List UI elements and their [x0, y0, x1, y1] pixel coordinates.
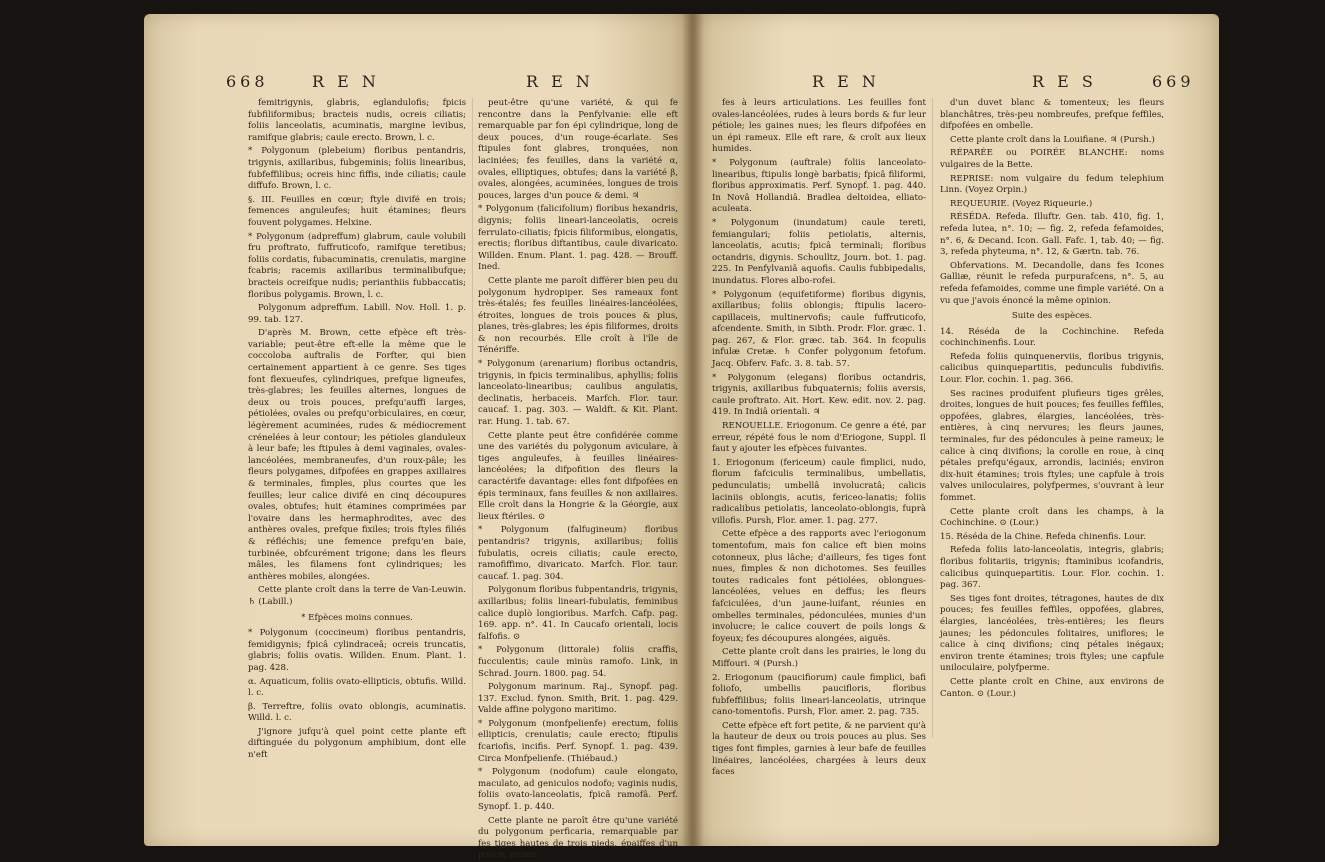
paragraph: Polygonum marinum. Raj., Synopf. pag. 137. Exclud. fynon. Smith, Brit. 1. pag. 429. Valde affine polygono maritimo. — [478, 682, 678, 716]
right-page-header — [712, 72, 1199, 92]
paragraph: RÉSÉDA. Refeda. Illuftr. Gen. tab. 410, fig. 1, refeda lutea, n°. 10; — fig. 2, refeda fefamoides, n°. 6, & Decand. Icon. Gall. Fafc. 1, tab. 40; — fig. 3, refeda phyteuma, n°. 12, & Gærtn. tab. 76. — [940, 212, 1164, 258]
paragraph: 2. Eriogonum (paucifiorum) caule fimplici, bafi foliofo, umbellis paucifloris, floribus fubfeffilibus; foliis lineari-lanceolatis, utrinque cano-tomentofis. Pursh, Flor. amer. 2. pag. 735. — [712, 672, 926, 718]
paragraph: * Polygonum (falicifolium) floribus hexandris, digynis; foliis lineari-lanceolatis, ocreis ferrulato-ciliatis; fpicis filiformibus, elongatis, erectis; floribus diftantibus, caule divaricato. Willden. Enum. Plant. 1. pag. 428. — Brouff. Ined. — [478, 204, 678, 273]
paragraph: RÉPARÉE ou POIRÉE BLANCHE: noms vulgaires de la Bette. — [940, 148, 1164, 170]
left-column-2 — [478, 98, 678, 861]
paragraph: Polygonum adpreffum. Labill. Nov. Holl. 1. p. 99. tab. 127. — [248, 303, 466, 325]
paragraph: * Polygonum (plebeium) floribus pentandris, trigynis, axillaribus, fubgeminis; foliis linearibus, fubfeffilibus; ocreis hinc fiffis, inde ciliatis; caule diffufo. Brown, l. c. — [248, 146, 466, 192]
paragraph: Ses tiges font droites, tétragones, hautes de dix pouces; fes feuilles feffiles, oppofées, glabres, élargies, lancéolées, très-entières; les fleurs jaunes; les pédoncules folitaires, uniflores; le calice à cinq divifions; cinq pétales inégaux; environ trente étamines; trois ftyles; une capfule uniloculaire, polyfperme. — [940, 593, 1164, 674]
paragraph: * Polygonum (equifetiforme) floribus digynis, axillaribus; foliis oblongis; ftipulis lacero-capillaceis, multinervofis; caule fuffruticofo, afcendente. Smith, in Sibth. Prodr. Flor. græc. 1. pag. 267, & Flor. græc. tab. 364. In fcopulis infulæ Cretæ. ♄ Confer polygonum fetofum. Jacq. Obferv. Fafc. 3. 8. tab. 57. — [712, 289, 926, 370]
paragraph: * Polygonum (adpreffum) glabrum, caule volubili fru proftrato, fuffruticofo, ramifque teretibus; foliis cordatis, fubacuminatis, crenulatis, margine fcabris; racemis axillaribus terminalibufque; bracteis ocreifque nudis; perianthiis fubbaccatis; floribus polygamis. Brown, l. c. — [248, 231, 466, 300]
paragraph: Suite des espèces. — [1011, 311, 1093, 322]
paragraph: Cette plante peut être confidérée comme une des variétés du polygonum aviculare, à tiges anguleufes, à feuilles linéaires-lancéolées; la difpofition des fleurs la caractérife davantage: elles font difpofées en épis terminaux, fans feuilles & non axillaires. Elle croît dans la Hongrie & la Géorgie, aux lieux ftériles. ⊙ — [478, 430, 678, 522]
paragraph: Cette plante me paroît différer bien peu du polygonum hydropiper. Ses rameaux font très-étalés; fes feuilles linéaires-lancéolées, étroites, longues de trois pouces & plus, planes, très-glabres; les épis filiformes, droits & non recourbés. Elle croît à l'île de Ténériffe. — [478, 275, 678, 356]
left-column-rule — [472, 98, 473, 738]
left-page-header — [226, 72, 672, 92]
paragraph: femitrigynis, glabris, eglandulofis; fpicis fubfiliformibus; bracteis nudis, ocreis ciliatis; foliis lanceolatis, acuminatis, margine levibus, ramifque glabris; caule erecto. Brown, l. c. — [248, 98, 466, 143]
paragraph: D'après M. Brown, cette efpèce eft très-variable; peut-être eft-elle la même que le coccoloba auftralis de Forfter, qui bien certainement appartient à ce genre. Ses tiges font flexueufes, cylindriques, prefque ligneufes, très-glabres; les feuilles alternes, longues de deux ou trois pouces, prefqu'auffi larges, pétiolées, ovales ou prefqu'orbiculaires, en cœur, légèrement acuminées, rudes & médiocrement crénelées à leur contour; les pétioles glanduleux à leur bafe; les ftipules à demi vaginales, ovales-lancéolées, membraneufes, d'un roux-pâle; les fleurs polygames, difpofées en grappes axillaires & terminales, fimples, plus courtes que les feuilles; leur calice divifé en cinq découpures ovales, obtufes; huit étamines comprimées par l'ovaire dans les hermaphrodites, avec des anthères ovales, prefque fixiles; trois ftyles filiés & réfléchis; une femence prefqu'en baie, turbinée, obfcurément trigone; dans les fleurs mâles, les filamens font cylindriques; les anthères mobiles, alongées. — [248, 328, 466, 582]
paragraph: 1. Eriogonum (fericeum) caule fimplici, nudo, florum fafciculis terminalibus, umbellatis, pedunculatis; umbellâ involucratâ; calicis laciniis oblongis, acutis, fericeo-lanatis; foliis radicalibus petiolatis, lanceolato-oblongis, fuprà villofis. Pursh, Flor. amer. 1. pag. 277. — [712, 457, 926, 526]
left-column-1 — [248, 98, 466, 778]
paragraph: * Efpèces moins connues. — [301, 612, 413, 623]
right-page-number: 669 — [1152, 72, 1195, 91]
left-header-word-2: R E N — [526, 72, 594, 91]
paragraph: §. III. Feuilles en cœur; ftyle divifé en trois; femences anguleufes; huit étamines; fleurs fouvent polygames. Helxine. — [248, 194, 466, 228]
book-spread — [4, 14, 1321, 861]
left-page — [144, 14, 692, 861]
paragraph: RENOUELLE. Eriogonum. Ce genre a été, par erreur, répété fous le nom d'Eriogone, Suppl. Il faut y ajouter les efpèces fuivantes. — [712, 421, 926, 455]
book-gutter — [682, 14, 704, 846]
paragraph: Polygonum floribus fubpentandris, trigynis, axillaribus; foliis lineari-fubulatis, feminibus calice duplò longioribus. Marfch. Cafp. pag. 169. app. n°. 41. In Caucafo orientali, locis falfofis. ⊙ — [478, 585, 678, 642]
paragraph: REPRISE: nom vulgaire du fedum telephium Linn. (Voyez Orpin.) — [940, 173, 1164, 196]
paragraph: * Polygonum (nodofum) caule elongato, maculato, ad geniculos nodofo; vaginis nudis, foliis ovato-lanceolatis, fpicâ ramofâ. Perf. Synopf. 1. p. 440. — [478, 767, 678, 813]
right-column-1 — [712, 98, 926, 778]
paragraph: * Polygonum (coccineum) floribus pentandris, femidigynis; fpicâ cylindraceâ; ocreis truncatis, glabris; foliis ovatis. Willden. Enum. Plant. 1. pag. 428. — [248, 628, 466, 673]
paragraph: * Polygonum (elegans) floribus octandris, trigynis, axillaribus fubquaternis; foliis aversis, caule proftrato. Ait. Hort. Kew. edit. nov. 2. pag. 419. In Indiâ orientali. ♃ — [712, 372, 926, 418]
paragraph: fes à leurs articulations. Les feuilles font ovales-lancéolées, rudes à leurs bords & fur leur pétiole; les gaines nues; les fleurs difpofées en un épi rameux. Elle eft rare, & croît aux lieux humides. — [712, 98, 926, 155]
right-header-word-1: R E N — [812, 72, 880, 91]
paragraph: Cette plante croît dans les champs, à la Cochinchine. ⊙ (Lour.) — [940, 506, 1164, 529]
paragraph: * Polygonum (auftrale) foliis lanceolato-linearibus, ftipulis longè barbatis; fpicâ filiformi, floribus approximatis. Perf. Synopf. 1. pag. 440. In Novâ Hollandiâ. Bradlea deltoidea, elliato-aculeata. — [712, 157, 926, 215]
paragraph: Cette plante croît dans les prairies, le long du Miffouri. ♃ (Pursh.) — [712, 647, 926, 669]
right-header-word-2: R E S — [1032, 72, 1097, 91]
paragraph: REQUEURIE. (Voyez Riqueurie.) — [950, 198, 1093, 209]
paragraph: * Polygonum (monfpelienfe) erectum, foliis ellipticis, crenulatis; caule erecto; ftipulis fcariofis, incifis. Perf. Synopf. 1. pag. 439. Circa Monfpelienfe. (Thiébaud.) — [478, 718, 678, 764]
paragraph: Cette plante croît dans la Louifiane. ♃ (Pursh.) — [950, 134, 1155, 145]
paragraph: Cette efpèce eft fort petite, & ne parvient qu'à la hauteur de deux ou trois pouces au plus. Ses tiges font fimples, garnies à leur bafe de feuilles linéaires, lancéolées, chargées à leurs deux faces — [712, 720, 926, 778]
paragraph: 15. Réséda de la Chine. Refeda chinenfis. Lour. — [940, 531, 1147, 542]
paragraph: Obfervations. M. Decandolle, dans fes Icones Galliæ, réunit le refeda purpurafcens, n°. 5, au refeda fefamoides, comme une fimple variété. On a vu que j'avois énoncé la même opinion. — [940, 260, 1164, 306]
paragraph: d'un duvet blanc & tomenteux; les fleurs blanchâtres, très-peu nombreufes, prefque feffiles, difpofées en ombelle. — [940, 98, 1164, 132]
paragraph: peut-être qu'une variété, & qui fe rencontre dans la Penfylvanie: elle eft remarquable par fon épi cylindrique, long de deux pouces, d'un rouge-écarlate. Ses ftipules font glabres, tronquées, non laciniées; fes feuilles, dans la variété α, ovales, elliptiques, obtufes; dans la variété β, ovales, alongées, acuminées, longues de trois pouces, larges d'un pouce & demi. ♃ — [478, 98, 678, 201]
paragraph: Cette plante croît dans la terre de Van-Leuwin. ♄ (Labill.) — [248, 585, 466, 607]
paragraph: J'ignore jufqu'à quel point cette plante eft diftinguée du polygonum amphibium, dont elle n'eft — [248, 726, 466, 761]
paragraph: Cette plante croît en Chine, aux environs de Canton. ⊙ (Lour.) — [940, 676, 1164, 699]
paragraph: Refeda foliis lato-lanceolatis, integris, glabris; floribus folitariis, trigynis; ftaminibus icofandris, calicibus quinquepartitis. Lour. Flor. cochin. 1. pag. 367. — [940, 545, 1164, 591]
paragraph: Cette efpèce a des rapports avec l'eriogonum tomentofum, mais fon calice eft bien moins cotonneux, plus lâche; d'ailleurs, fes tiges font nues, fimples & non dichotomes. Ses feuilles toutes radicales font pétiolées, oblongues-lancéolées, velues en deffus; les fleurs fafciculées, d'un jaune-luifant, réunies en ombelles terminales, pédonculées, munies d'un involucre; le calice couvert de poils longs & foyeux; fes découpures alongées, aiguës. — [712, 529, 926, 644]
left-header-word-1: R E N — [312, 72, 380, 91]
paragraph: * Polygonum (arenarium) floribus octandris, trigynis, in fpicis terminalibus, aphyllis; foliis lanceolato-linearibus; caulibus angulatis, declinatis, herbaceis. Marfch. Flor. taur. caucaf. 1. pag. 303. — Waldft. & Kit. Plant. rar. Hung. 1. tab. 67. — [478, 359, 678, 428]
paragraph: Ses racines produifent plufieurs tiges grêles, droites, longues de huit pouces; fes feuilles feffiles, oppofées, glabres, élargies, lancéolées, très-entières, à cinq nervures; les fleurs jaunes, terminales, fur des pédoncules à peine rameux; le calice à cinq divifions; la corolle en roue, à cinq pétales prefqu'égaux, arrondis, laciniés; environ dix-huit étamines; trois ftyles; une capfule à trois valves uniloculaires, polyfpermes, s'ouvrant à leur fommet. — [940, 388, 1164, 503]
paragraph: Refeda foliis quinquenerviis, floribus trigynis, calicibus quinquepartitis, pedunculis fubdivifis. Lour. Flor. cochin. 1. pag. 366. — [940, 351, 1164, 386]
paragraph: * Polygonum (littorale) foliis craffis, fucculentis; caule minùs ramofo. Link, in Schrad. Journ. 1800. pag. 54. — [478, 645, 678, 679]
right-page — [692, 14, 1219, 846]
left-page-number: 668 — [226, 72, 269, 91]
paragraph: β. Terreftre, foliis ovato oblongis, acuminatis. Willd. l. c. — [248, 701, 466, 724]
paragraph: 14. Réséda de la Cochinchine. Refeda cochinchinenfis. Lour. — [940, 326, 1164, 349]
right-column-2 — [940, 98, 1164, 778]
right-column-rule — [932, 98, 933, 738]
paragraph: * Polygonum (falfugineum) floribus pentandris? trigynis, axillaribus; foliis fubulatis, ocreis ciliatis; caule erecto, ramofiffimo, divaricato. Marfch. Flor. taur. caucaf. 1. pag. 304. — [478, 525, 678, 582]
paragraph: Cette plante ne paroît être qu'une variété du polygonum perficaria, remarquable par fes tiges hautes de trois pieds, épaiffes d'un pouce, noueu- — [478, 815, 678, 861]
paragraph: α. Aquaticum, foliis ovato-ellipticis, obtufis. Willd. l. c. — [248, 676, 466, 699]
paragraph: * Polygonum (inundatum) caule tereti, femiangulari; foliis petiolatis, alternis, lanceolatis, acutis; fpicâ terminali; floribus octandris, digynis. Schoulltz, Journ. bot. 1. pag. 225. In Penfylvaniâ aquofis. Caulis fubbipedalis, inundatus. Flores albo-rofei. — [712, 217, 926, 286]
